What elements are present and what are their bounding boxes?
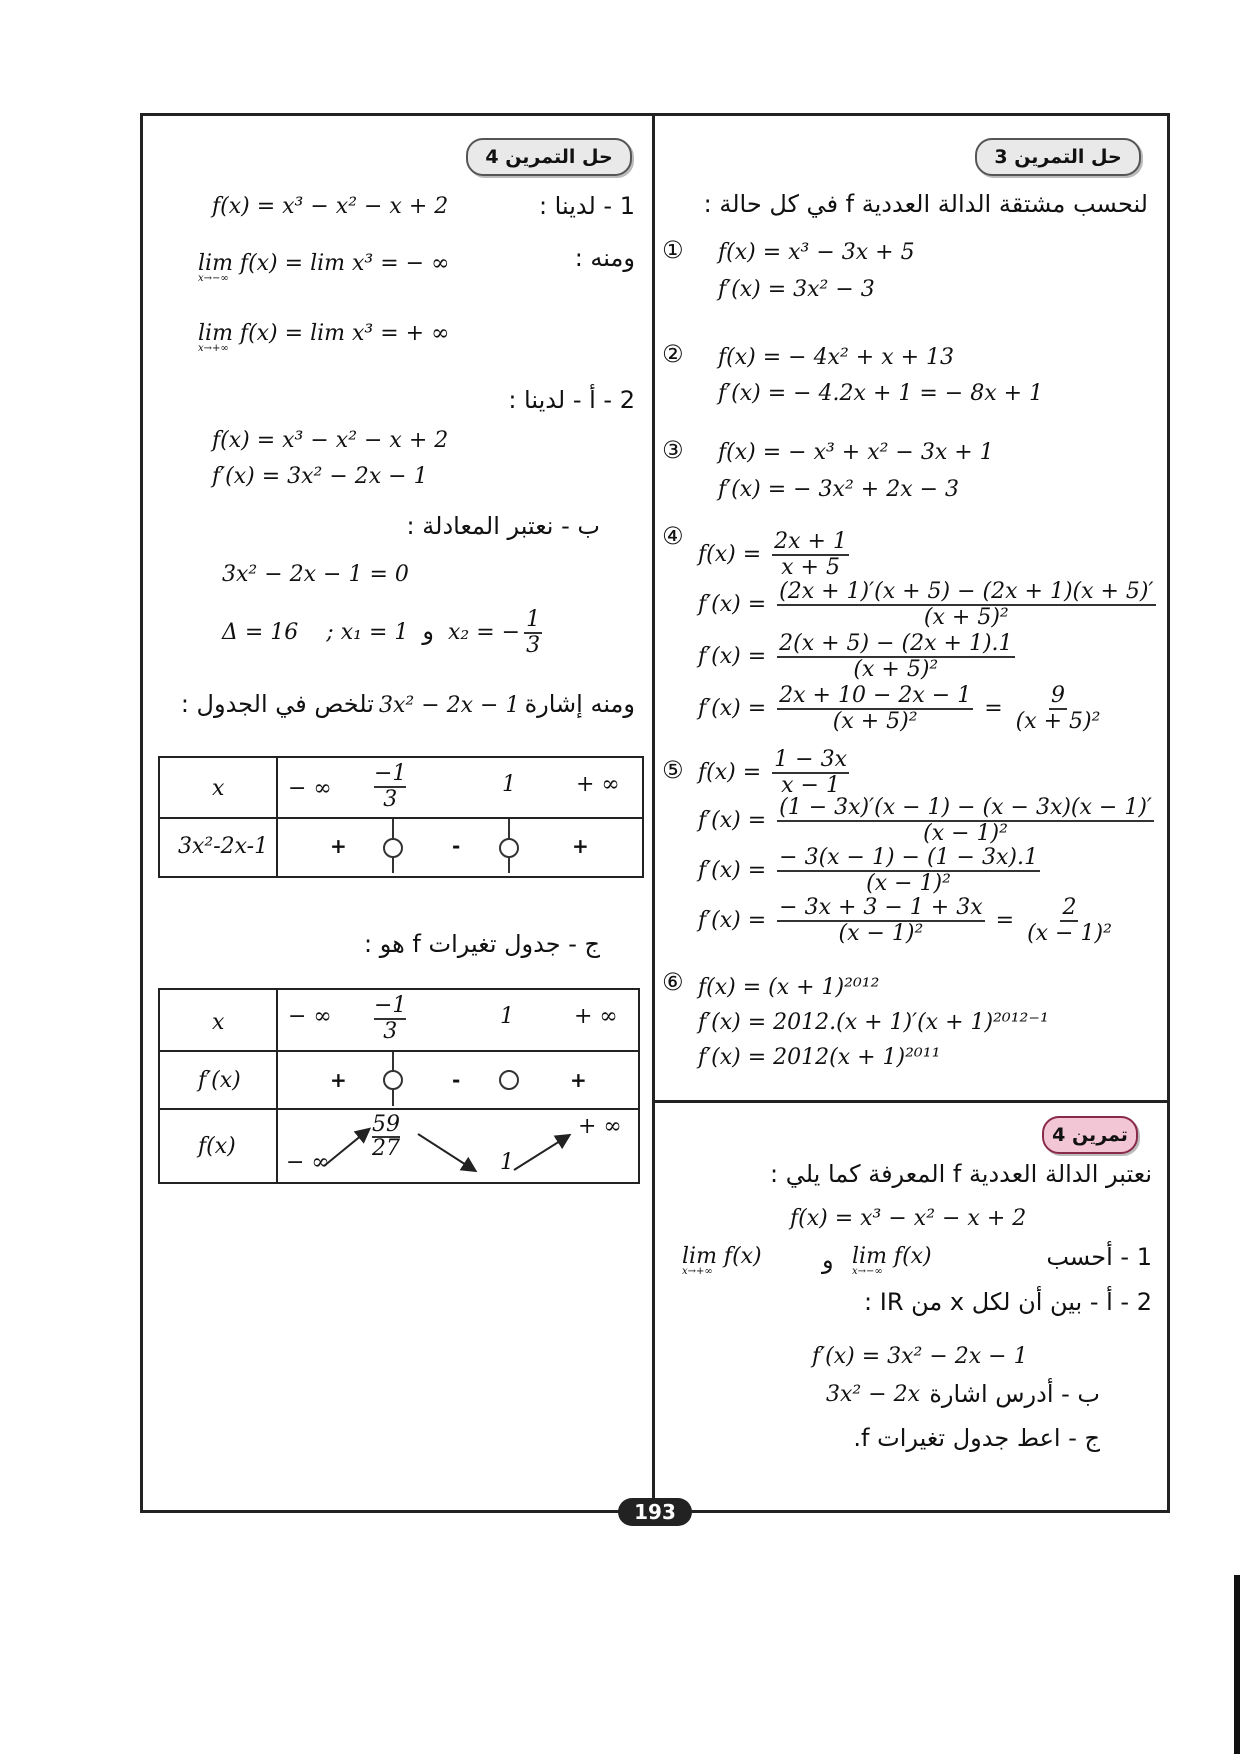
sign-plus: + [330,1068,347,1092]
derivative-step-1: f′(x) = $\frac{(2x + 1)'(x + 5) - (2x + 1)(x + 5)'}{\text{(x + 5)²}}$ [698,579,1154,630]
sign-intro: ومنه إشارة 3x² − 2x − 1 تلخص في الجدول : [180,690,635,718]
exercise-4-badge: تمرين 4 [1042,1116,1138,1154]
item-number: ① [662,236,684,264]
derivative-step-3: f′(x) = $\frac{- 3x + 3 - 1 + 3x}{\text{(x − 1)²}}$ = $\frac{2}{\text{(x − 1)²}}$ [698,895,1112,946]
function-expression: f(x) = (x + 1)²⁰¹² [698,975,880,1000]
exercise-4-solution-badge: حل التمرين 4 [466,138,632,176]
function-expression: f(x) = x³ − x² − x + 2 [212,194,449,219]
page-number: 193 [618,1498,692,1526]
limit-minus-infinity: lim f(x) x→−∞ [852,1244,932,1277]
exercise-4-question-1: 1 - أحسب [1046,1243,1152,1271]
variation-minimum: 1 [500,1150,514,1175]
tick-plus-infinity: + ∞ [574,1004,618,1029]
function-expression: f(x) = − x³ + x² − 3x + 1 [718,440,994,465]
increasing-arrow-icon [324,1130,368,1166]
sign-table [158,756,644,878]
exercise-4-question-2b: ب - أدرس اشارة [929,1380,1100,1408]
zero-marker [499,838,519,858]
derivative-step-1: f′(x) = $\frac{(1 - 3x)'(x - 1) - (x - 3x)(x - 1)'}{\text{(x − 1)²}}$ [698,795,1152,846]
table-header-function: f(x) [198,1134,236,1159]
item-number: ⑥ [662,968,684,996]
zero-marker [383,1070,403,1090]
exercise-4-question-2a: 2 - أ - بين أن لكل x من IR : [864,1288,1152,1316]
derivative-expression: f′(x) = 3x² − 2x − 1 [212,464,428,489]
derivative-expression: f′(x) = 3x² − 3 [718,277,875,302]
exercise-4-intro: نعتبر الدالة العددية f المعرفة كما يلي : [770,1160,1152,1188]
table-header-x: x [212,1010,225,1035]
derivative-step-2: f′(x) = $\frac{- 3(x - 1) - (1 - 3x).1}{\text{(x − 1)²}}$ [698,845,1038,896]
exercise-3-intro: لنحسب مشتقة الدالة العددية f في كل حالة : [703,190,1148,218]
function-fraction: f(x) = $\frac{1 - 3x}{x - 1}$ [698,747,847,798]
function-expression: f(x) = − 4x² + x + 13 [718,345,955,370]
item-number: ⑤ [662,756,684,784]
step-2a-label: 2 - أ - لدينا : [508,386,635,414]
zero-marker [383,838,403,858]
variation-plus-infinity: + ∞ [578,1114,622,1139]
sign-minus: - [452,834,461,858]
variation-arrows [278,1110,638,1182]
item-number: ③ [662,436,684,464]
limit-plus-infinity: lim f(x) = lim x³ = + ∞ x→+∞ [198,321,450,354]
derivative-step-1: f′(x) = 2012.(x + 1)′(x + 1)²⁰¹²⁻¹ [698,1010,1049,1035]
step-2b-label: ب - نعتبر المعادلة : [406,512,600,540]
function-fraction: f(x) = $\frac{2x + 1}{x + 5}$ [698,529,847,580]
variation-table [158,988,640,1184]
table-header-x: x [212,776,225,801]
zero-marker [499,1070,519,1090]
so-label: ومنه : [574,244,635,272]
exercise-4-question-2c: ج - اعط جدول تغيرات f. [853,1424,1100,1452]
item-number: ② [662,340,684,368]
tick-one: 1 [502,772,516,797]
scan-edge-bar [1234,1575,1240,1754]
tick-minus-one-third: −1 3 [374,993,407,1044]
tick-minus-one-third: −1 3 [374,761,407,812]
function-expression: f(x) = x³ − x² − x + 2 [212,428,449,453]
variation-minus-infinity: − ∞ [286,1150,330,1175]
tick-plus-infinity: + ∞ [576,772,620,797]
derivative-step-3: f′(x) = $\frac{2x + 10 - 2x - 1}{\text{(x + 5)²}}$ = $\frac{9}{\text{(x + 5)²}}$ [698,683,1101,734]
tick-minus-infinity: − ∞ [288,1004,332,1029]
derivative-step-2: f′(x) = 2012(x + 1)²⁰¹¹ [698,1045,941,1070]
tick-one: 1 [500,1004,514,1029]
and-word: و [822,1246,834,1274]
step-1-label: 1 - لدينا : [538,192,635,220]
roots-line: Δ = 16 ; x₁ = 1 و x₂ = − $\frac{1}{3}$ [222,607,541,658]
increasing-arrow-icon [514,1136,568,1170]
tick-minus-infinity: − ∞ [288,776,332,801]
equation: 3x² − 2x − 1 = 0 [222,562,409,587]
table-header-expression: 3x²-2x-1 [178,834,269,859]
variation-maximum: 59 27 [372,1112,400,1161]
derivative-expression: f′(x) = − 3x² + 2x − 3 [718,477,960,502]
sign-plus: + [570,1068,587,1092]
function-expression: f(x) = x³ − 3x + 5 [718,240,915,265]
limit-plus-infinity: lim f(x) x→+∞ [682,1244,762,1277]
sign-expression: 3x² − 2x [826,1382,921,1407]
sign-plus: + [572,834,589,858]
limit-minus-infinity: lim f(x) = lim x³ = − ∞ x→−∞ [198,251,450,284]
exercise-4-function: f(x) = x³ − x² − x + 2 [790,1206,1027,1231]
sign-plus: + [330,834,347,858]
derivative-expression: f′(x) = 3x² − 2x − 1 [812,1344,1028,1369]
decreasing-arrow-icon [418,1134,474,1170]
table-header-derivative: f′(x) [198,1068,241,1093]
item-number: ④ [662,522,684,550]
sign-minus: - [452,1068,461,1092]
step-2c-label: ج - جدول تغيرات f هو : [364,930,600,958]
derivative-expression: f′(x) = − 4.2x + 1 = − 8x + 1 [718,381,1044,406]
section-divider [654,1100,1170,1103]
derivative-step-2: f′(x) = $\frac{2(x + 5) - (2x + 1).1}{\text{(x + 5)²}}$ [698,631,1013,682]
exercise-3-solution-badge: حل التمرين 3 [975,138,1141,176]
column-divider [652,113,655,1513]
